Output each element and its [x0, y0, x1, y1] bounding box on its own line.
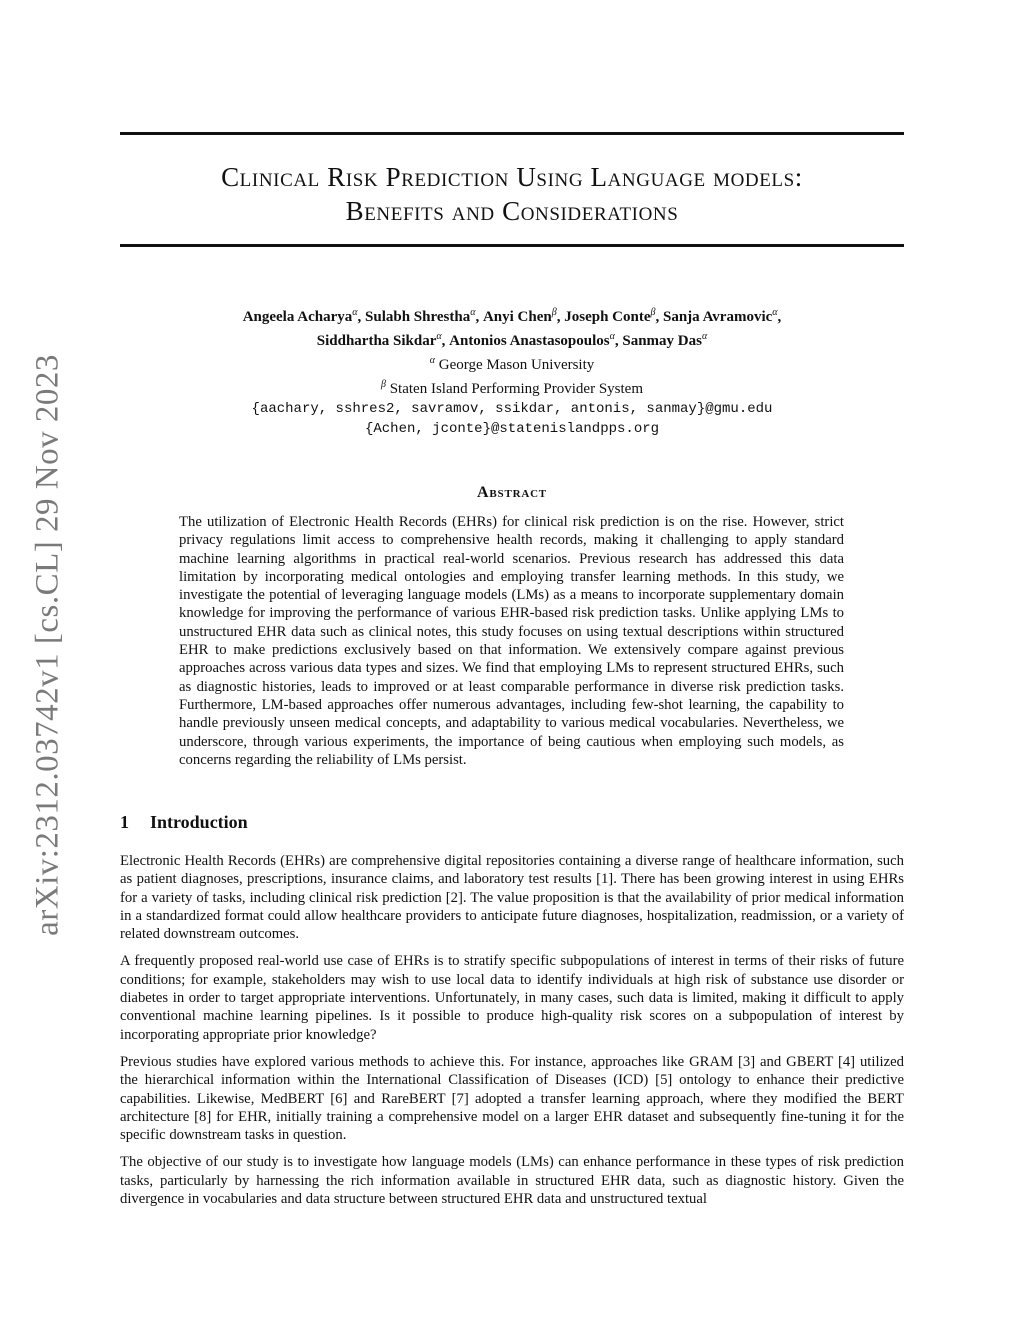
author-name: Sulabh Shrestha [365, 309, 471, 325]
author-name: Sanja Avramovic [662, 309, 773, 325]
author-affiliation-mark: β [551, 307, 557, 318]
paper-title-line-1: Clinical Risk Prediction Using Language models: [221, 162, 803, 192]
author-affiliation-mark: α [436, 331, 442, 342]
affiliation-mark: β [380, 379, 386, 390]
author-name: Joseph Conte [564, 309, 651, 325]
body-paragraph: The objective of our study is to investigate how language models (LMs) can enhance performance in these types of risk prediction tasks, particularly by harnessing the rich information available in structured EHR data, such as diagnostic history. Given the divergence in vocabularies and data structure between structured EHR data and unstructured textual [120, 1154, 904, 1208]
body-paragraph: A frequently proposed real-world use case of EHRs is to stratify specific subpopulations of interest in terms of their risks of future conditions; for example, stakeholders may wish to use local data to identify individuals at high risk of substance use disorder or diabetes in order to target appropriate interventions. Unfortunately, in many cases, such data is limited, making it difficult to apply conventional machine learning pipelines. Is it possible to produce high-quality risk scores on a subpopulation of interest by incorporating appropriate prior knowledge? [120, 953, 904, 1043]
email-line-1: {aachary, sshres2, savramov, ssikdar, antonis, sanmay}@gmu.edu [251, 401, 773, 417]
author-affiliation-mark: α [772, 307, 778, 318]
title-top-rule [120, 132, 904, 135]
paper-title-line-2: Benefits and Considerations [345, 196, 679, 226]
author-name: Sanmay Das [622, 333, 702, 349]
section-heading-introduction [120, 812, 248, 833]
email-line-2: {Achen, jconte}@statenislandpps.org [364, 421, 660, 437]
author-affiliation-mark: α [701, 331, 708, 342]
section-number: 1 [120, 812, 129, 832]
body-paragraph: Electronic Health Records (EHRs) are comprehensive digital repositories containing a diverse range of healthcare information, such as patient diagnoses, prescriptions, insurance claims, and laboratory test results [1]. There has been growing interest in using EHRs for a variety of tasks, including clinical risk prediction [2]. The value proposition is that the availability of prior medical information in a standardized format could allow healthcare providers to anticipate future diagnoses, hospitalization, readmission, or a variety of related downstream outcomes. [120, 853, 904, 943]
author-name: Angeela Acharya [242, 309, 353, 325]
affiliation-mark: α [429, 355, 435, 366]
paper-title [120, 160, 904, 228]
author-name: Anyi Chen [482, 309, 552, 325]
abstract-text: The utilization of Electronic Health Records (EHRs) for clinical risk prediction is on the rise. However, strict privacy regulations limit access to comprehensive health records, making it challenging to apply standard machine learning algorithms in practical real-world scenarios. Previous research has addressed this data limitation by incorporating medical ontologies and employing transfer learning methods. In this study, we investigate the potential of leveraging language models (LMs) as a means to incorporate supplementary domain knowledge for improving the performance of various EHR-based risk prediction tasks. Unlike applying LMs to unstructured EHR data such as clinical notes, this study focuses on using textual descriptions within structured EHR to make predictions exclusively based on that information. We extensively compare against previous approaches across various data types and sizes. We find that employing LMs to represent structured EHRs, such as diagnostic histories, leads to improved or at least comparable performance in diverse risk prediction tasks. Furthermore, LM-based approaches offer numerous advantages, including few-shot learning, the capability to handle previously unseen medical concepts, and adaptability to various medical vocabularies. Nevertheless, we underscore, through various experiments, the importance of being cautious when employing such models, as concerns regarding the reliability of LMs persist. [179, 514, 844, 768]
author-block [120, 303, 904, 439]
arxiv-identifier-stamp: arXiv:2312.03742v1 [cs.CL] 29 Nov 2023 [29, 354, 66, 936]
abstract-heading: Abstract [477, 484, 547, 501]
affiliation-beta [120, 375, 904, 399]
author-affiliation-mark: α [352, 307, 358, 318]
introduction-body [120, 852, 904, 1217]
affiliation-alpha [120, 351, 904, 375]
title-bottom-rule [120, 244, 904, 247]
affiliation-name: Staten Island Performing Provider System [389, 381, 644, 397]
author-affiliation-mark: β [650, 307, 656, 318]
author-affiliation-mark: α [609, 331, 615, 342]
affiliation-name: George Mason University [438, 357, 595, 373]
section-title: Introduction [150, 812, 248, 832]
author-line-1: Angeela Acharya$^\alpha$, Sulabh Shrestha$^\alpha$, Anyi Chen$^\beta$, Joseph Conte$^\beta$, Sanja Avramovic$^\alpha$, [242, 307, 782, 325]
author-line-2: Siddhartha Sikdar$^\alpha$, Antonios Anastasopoulos$^\alpha$, Sanmay Das$^\alpha$ [316, 331, 708, 349]
author-affiliation-mark: α [470, 307, 476, 318]
body-paragraph: Previous studies have explored various methods to achieve this. For instance, approaches like GRAM [3] and GBERT [4] utilized the hierarchical information within the International Classification of Diseases (ICD) [5] ontology to enhance their predictive capabilities. Likewise, MedBERT [6] and RareBERT [7] adopted a transfer learning approach, where they modified the BERT architecture [8] for EHR, initially training a comprehensive model on a larger EHR dataset and subsequently fine-tuning it for the specific downstream tasks in question. [120, 1053, 904, 1144]
author-name: Antonios Anastasopoulos [449, 333, 610, 349]
author-name: Siddhartha Sikdar [316, 333, 437, 349]
